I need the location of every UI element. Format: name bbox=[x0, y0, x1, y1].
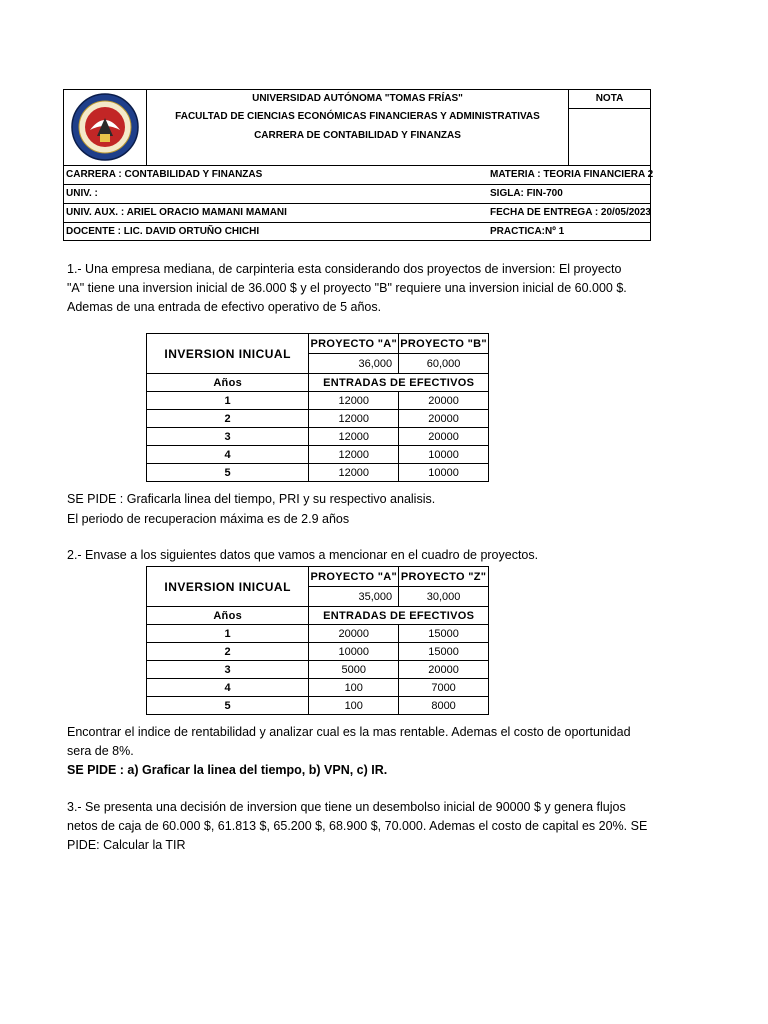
flow-a-cell: 5000 bbox=[309, 661, 399, 679]
year-cell: 4 bbox=[147, 679, 309, 697]
flow-b-cell: 10000 bbox=[399, 464, 489, 482]
flow-b-cell: 20000 bbox=[399, 428, 489, 446]
university-name: UNIVERSIDAD AUTÓNOMA "TOMAS FRÍAS" bbox=[252, 93, 463, 104]
career-name: CARRERA DE CONTABILIDAD Y FINANZAS bbox=[254, 130, 461, 141]
table-row bbox=[147, 410, 489, 428]
flow-z-cell: 20000 bbox=[399, 661, 489, 679]
faculty-name: FACULTAD DE CIENCIAS ECONÓMICAS FINANCIERAS Y ADMINISTRATIVAS bbox=[175, 111, 540, 122]
year-cell: 3 bbox=[147, 661, 309, 679]
university-seal-logo bbox=[70, 92, 140, 162]
problem2-request: SE PIDE : a) Graficar la linea del tiempo, b) VPN, c) IR. bbox=[67, 763, 388, 777]
problem1-line: Ademas de una entrada de efectivo operativo de 5 años. bbox=[67, 300, 382, 314]
problem2-line: sera de 8%. bbox=[67, 744, 134, 758]
cash-flows-header: ENTRADAS DE EFECTIVOS bbox=[309, 374, 489, 392]
problem2-intro: 2.- Envase a los siguientes datos que vamos a mencionar en el cuadro de proyectos. bbox=[67, 548, 539, 562]
flow-b-cell: 10000 bbox=[399, 446, 489, 464]
project-b-header: PROYECTO "B" bbox=[399, 334, 489, 354]
table-row bbox=[147, 661, 489, 679]
row-divider bbox=[63, 184, 651, 185]
table-row bbox=[147, 625, 489, 643]
project-z-header: PROYECTO "Z" bbox=[399, 567, 489, 587]
flow-b-cell: 20000 bbox=[399, 410, 489, 428]
univ-field: UNIV. : bbox=[66, 188, 98, 199]
year-cell: 4 bbox=[147, 446, 309, 464]
flow-a-cell: 12000 bbox=[309, 428, 399, 446]
flow-a-cell: 12000 bbox=[309, 464, 399, 482]
year-cell: 5 bbox=[147, 697, 309, 715]
flow-z-cell: 15000 bbox=[399, 625, 489, 643]
fecha-field: FECHA DE ENTREGA : 20/05/2023 bbox=[490, 207, 651, 218]
problem2-line: Encontrar el indice de rentabilidad y analizar cual es la mas rentable. Ademas el costo de oportunidad bbox=[67, 725, 631, 739]
problem3-line: PIDE: Calcular la TIR bbox=[67, 838, 186, 852]
project-a-investment: 36,000 bbox=[309, 354, 399, 374]
table-row bbox=[147, 464, 489, 482]
flow-a-cell: 10000 bbox=[309, 643, 399, 661]
flow-a-cell: 20000 bbox=[309, 625, 399, 643]
table-row bbox=[147, 428, 489, 446]
year-cell: 2 bbox=[147, 410, 309, 428]
docente-field: DOCENTE : LIC. DAVID ORTUÑO CHICHI bbox=[66, 226, 260, 237]
table-row bbox=[147, 392, 489, 410]
problem1-line: "A" tiene una inversion inicial de 36.000 $ y el proyecto "B" requiere una inversion inicial de 60.000 $. bbox=[67, 281, 627, 295]
univ-aux-field: UNIV. AUX. : ARIEL ORACIO MAMANI MAMANI bbox=[66, 207, 287, 218]
problem1-line: 1.- Una empresa mediana, de carpinteria esta considerando dos proyectos de inversion: El proyecto bbox=[67, 262, 622, 276]
flow-z-cell: 15000 bbox=[399, 643, 489, 661]
nota-label: NOTA bbox=[568, 89, 651, 109]
flow-a-cell: 12000 bbox=[309, 446, 399, 464]
table-row bbox=[147, 643, 489, 661]
flow-a-cell: 100 bbox=[309, 679, 399, 697]
problem1-note: El periodo de recuperacion máxima es de 2.9 años bbox=[67, 512, 350, 526]
year-cell: 1 bbox=[147, 625, 309, 643]
carrera-field: CARRERA : CONTABILIDAD Y FINANZAS bbox=[66, 169, 263, 180]
project-z-investment: 30,000 bbox=[399, 587, 489, 607]
year-cell: 2 bbox=[147, 643, 309, 661]
year-cell: 3 bbox=[147, 428, 309, 446]
project-a-investment: 35,000 bbox=[309, 587, 399, 607]
problem3-line: netos de caja de 60.000 $, 61.813 $, 65.200 $, 68.900 $, 70.000. Ademas el costo de capital es 20%. SE bbox=[67, 819, 648, 833]
year-cell: 5 bbox=[147, 464, 309, 482]
cash-flows-header: ENTRADAS DE EFECTIVOS bbox=[309, 607, 489, 625]
flow-a-cell: 12000 bbox=[309, 392, 399, 410]
table-row bbox=[147, 697, 489, 715]
sigla-field: SIGLA: FIN-700 bbox=[490, 188, 563, 199]
table-row bbox=[147, 446, 489, 464]
table-row bbox=[147, 679, 489, 697]
flow-z-cell: 7000 bbox=[399, 679, 489, 697]
flow-a-cell: 12000 bbox=[309, 410, 399, 428]
flow-a-cell: 100 bbox=[309, 697, 399, 715]
flow-z-cell: 8000 bbox=[399, 697, 489, 715]
inversion-label: INVERSION INICUAL bbox=[147, 334, 309, 374]
problem2-table bbox=[146, 566, 489, 715]
project-a-header: PROYECTO "A" bbox=[309, 567, 399, 587]
project-a-header: PROYECTO "A" bbox=[309, 334, 399, 354]
flow-b-cell: 20000 bbox=[399, 392, 489, 410]
inversion-label: INVERSION INICUAL bbox=[147, 567, 309, 607]
materia-field: MATERIA : TEORIA FINANCIERA 2 bbox=[490, 169, 654, 180]
problem1-request: SE PIDE : Graficarla linea del tiempo, PRI y su respectivo analisis. bbox=[67, 492, 436, 506]
years-header: Años bbox=[147, 374, 309, 392]
year-cell: 1 bbox=[147, 392, 309, 410]
project-b-investment: 60,000 bbox=[399, 354, 489, 374]
years-header: Años bbox=[147, 607, 309, 625]
problem3-line: 3.- Se presenta una decisión de inversion que tiene un desembolso inicial de 90000 $ y genera flujos bbox=[67, 800, 626, 814]
problem1-table bbox=[146, 333, 489, 482]
practica-field: PRACTICA:Nº 1 bbox=[490, 226, 565, 237]
